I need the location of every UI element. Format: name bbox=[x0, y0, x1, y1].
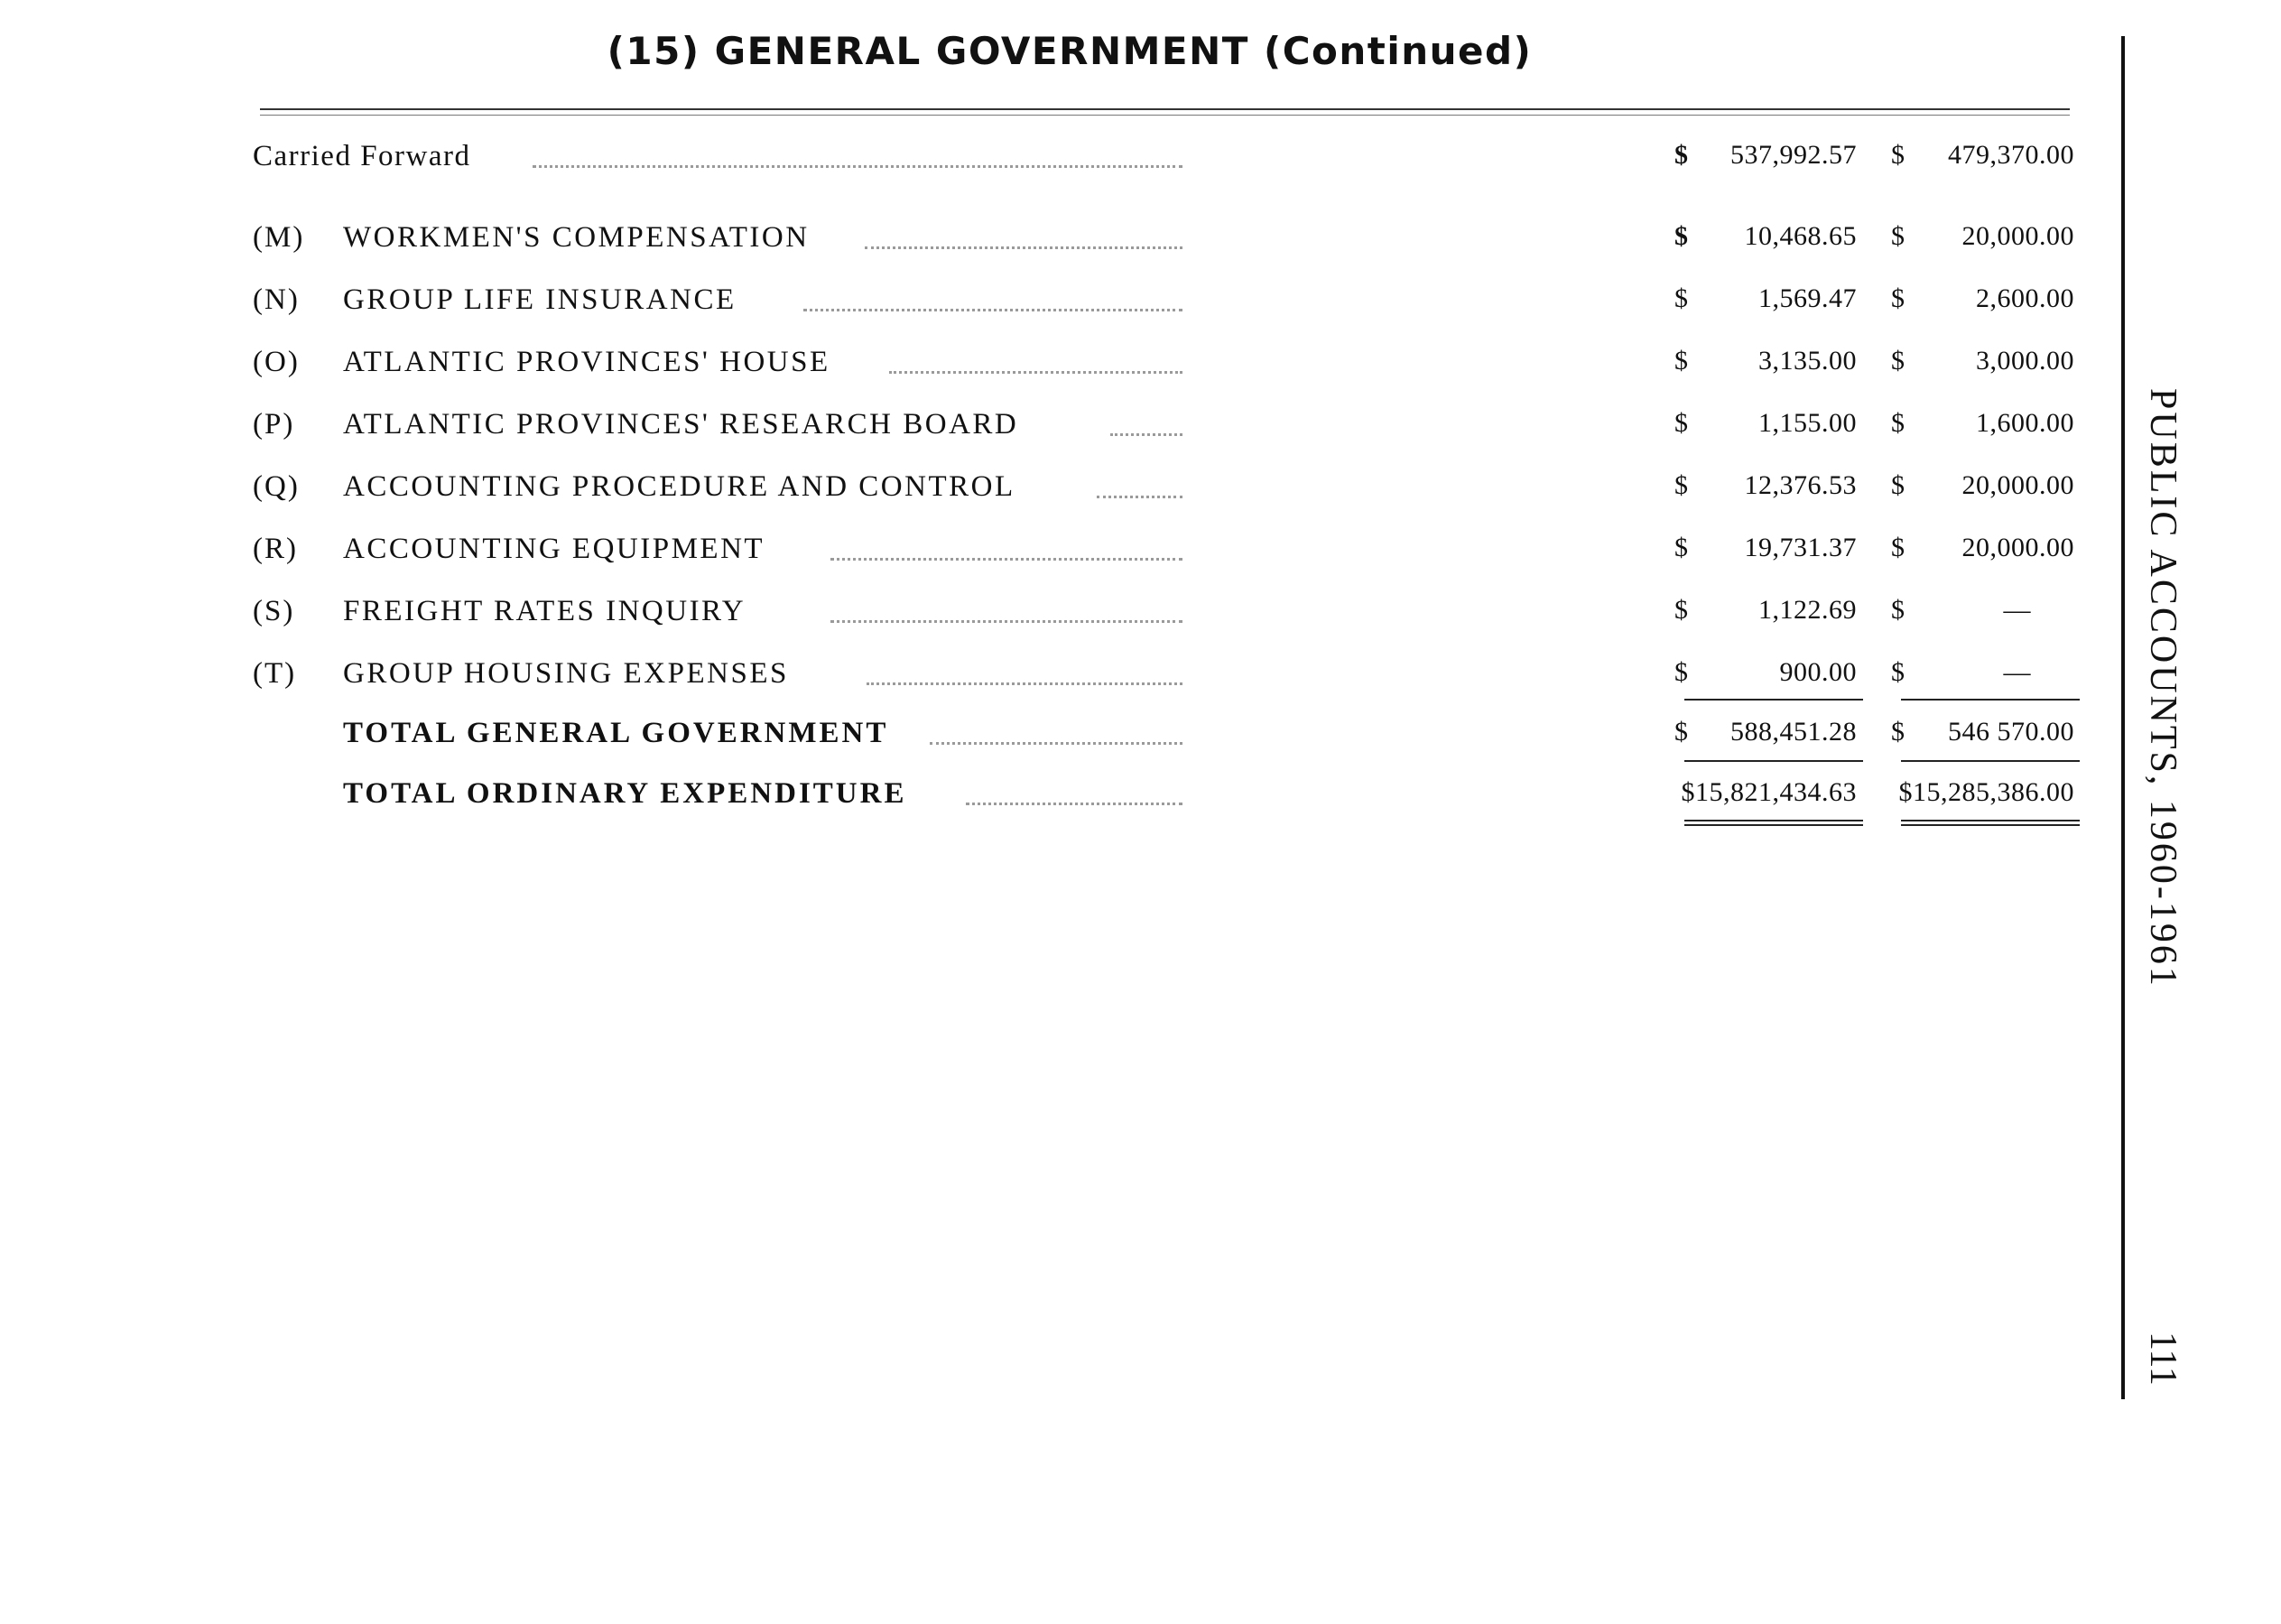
previous-amount: 546 570.00 bbox=[1948, 717, 2074, 747]
row-code: (T) bbox=[253, 657, 297, 690]
row-label: ACCOUNTING EQUIPMENT bbox=[343, 533, 765, 565]
currency-sign: $ bbox=[1891, 595, 1905, 625]
currency-sign: $ bbox=[1674, 408, 1688, 438]
currency-sign: $ bbox=[1674, 140, 1688, 170]
previous-amount: $15,285,386.00 bbox=[1898, 777, 2074, 807]
running-head-title: PUBLIC ACCOUNTS, 1960-1961 bbox=[2142, 388, 2184, 988]
leader-dots bbox=[533, 165, 1182, 168]
leader-dots bbox=[830, 558, 1182, 561]
leader-dots bbox=[1110, 433, 1182, 436]
total-row bbox=[253, 717, 2094, 762]
running-head bbox=[2142, 388, 2201, 1386]
grand-total-rule bbox=[1901, 820, 2080, 821]
row-label: FREIGHT RATES INQUIRY bbox=[343, 595, 746, 627]
subtotal-rule bbox=[1684, 699, 1863, 701]
table-row bbox=[253, 408, 2094, 453]
total-row bbox=[253, 777, 2094, 822]
currency-sign: $ bbox=[1891, 140, 1905, 170]
leader-dots bbox=[865, 246, 1182, 249]
current-amount: 537,992.57 bbox=[1730, 140, 1857, 170]
previous-amount: — bbox=[2003, 657, 2031, 687]
current-amount: 3,135.00 bbox=[1758, 346, 1857, 376]
table-row bbox=[253, 470, 2094, 515]
currency-sign: $ bbox=[1674, 346, 1688, 376]
currency-sign: $ bbox=[1674, 283, 1688, 313]
current-amount: 19,731.37 bbox=[1744, 533, 1857, 562]
row-code: (M) bbox=[253, 221, 305, 254]
grand-total-rule bbox=[1684, 820, 1863, 821]
currency-sign: $ bbox=[1891, 408, 1905, 438]
row-code: (P) bbox=[253, 408, 295, 441]
leader-dots bbox=[830, 620, 1182, 623]
currency-sign: $ bbox=[1891, 657, 1905, 687]
leader-dots bbox=[803, 309, 1182, 311]
leader-dots bbox=[966, 803, 1182, 805]
row-label: GROUP HOUSING EXPENSES bbox=[343, 657, 789, 690]
currency-sign: $ bbox=[1674, 717, 1688, 747]
currency-sign: $ bbox=[1891, 470, 1905, 500]
row-code: (O) bbox=[253, 346, 300, 378]
current-amount: 588,451.28 bbox=[1730, 717, 1857, 747]
current-amount: 10,468.65 bbox=[1744, 221, 1857, 251]
header-rule bbox=[260, 108, 2070, 110]
page-title: (15) GENERAL GOVERNMENT (Continued) bbox=[607, 29, 1533, 73]
row-label: GROUP LIFE INSURANCE bbox=[343, 283, 737, 316]
previous-amount: 1,600.00 bbox=[1976, 408, 2074, 438]
currency-sign: $ bbox=[1891, 221, 1905, 251]
currency-sign: $ bbox=[1674, 470, 1688, 500]
previous-amount: 479,370.00 bbox=[1948, 140, 2074, 170]
carried-forward-row bbox=[253, 140, 2094, 185]
row-code: (R) bbox=[253, 533, 298, 565]
previous-amount: 20,000.00 bbox=[1961, 470, 2074, 500]
row-label: ATLANTIC PROVINCES' RESEARCH BOARD bbox=[343, 408, 1019, 441]
grand-total-rule bbox=[1684, 824, 1863, 826]
previous-amount: 3,000.00 bbox=[1976, 346, 2074, 376]
table-row bbox=[253, 533, 2094, 578]
carried-forward-label: Carried Forward bbox=[253, 140, 471, 172]
currency-sign: $ bbox=[1891, 717, 1905, 747]
currency-sign: $ bbox=[1891, 533, 1905, 562]
table-row bbox=[253, 595, 2094, 640]
leader-dots bbox=[867, 682, 1182, 685]
current-amount: 12,376.53 bbox=[1744, 470, 1857, 500]
previous-amount: — bbox=[2003, 595, 2031, 625]
page-number: 111 bbox=[2142, 1332, 2184, 1386]
leader-dots bbox=[889, 371, 1182, 374]
currency-sign: $ bbox=[1674, 595, 1688, 625]
current-amount: 1,122.69 bbox=[1758, 595, 1857, 625]
row-label: ATLANTIC PROVINCES' HOUSE bbox=[343, 346, 830, 378]
row-code: (Q) bbox=[253, 470, 300, 503]
total-rule bbox=[1684, 760, 1863, 762]
leader-dots bbox=[930, 742, 1182, 745]
subtotal-rule bbox=[1901, 699, 2080, 701]
table-row bbox=[253, 221, 2094, 266]
current-amount: 1,155.00 bbox=[1758, 408, 1857, 438]
row-code: (S) bbox=[253, 595, 295, 627]
currency-sign: $ bbox=[1674, 533, 1688, 562]
previous-amount: 20,000.00 bbox=[1961, 533, 2074, 562]
total-rule bbox=[1901, 760, 2080, 762]
table-row bbox=[253, 346, 2094, 391]
row-label: ACCOUNTING PROCEDURE AND CONTROL bbox=[343, 470, 1015, 503]
currency-sign: $ bbox=[1891, 346, 1905, 376]
total-label: TOTAL GENERAL GOVERNMENT bbox=[343, 717, 889, 749]
total-label: TOTAL ORDINARY EXPENDITURE bbox=[343, 777, 907, 810]
row-label: WORKMEN'S COMPENSATION bbox=[343, 221, 810, 254]
current-amount: 900.00 bbox=[1779, 657, 1857, 687]
table-row bbox=[253, 657, 2094, 702]
leader-dots bbox=[1097, 496, 1182, 498]
currency-sign: $ bbox=[1674, 221, 1688, 251]
current-amount: 1,569.47 bbox=[1758, 283, 1857, 313]
grand-total-rule bbox=[1901, 824, 2080, 826]
previous-amount: 2,600.00 bbox=[1976, 283, 2074, 313]
margin-rule bbox=[2121, 36, 2125, 1399]
header-rule-secondary bbox=[260, 115, 2070, 116]
previous-amount: 20,000.00 bbox=[1961, 221, 2074, 251]
currency-sign: $ bbox=[1891, 283, 1905, 313]
table-row bbox=[253, 283, 2094, 329]
current-amount: $15,821,434.63 bbox=[1681, 777, 1857, 807]
row-code: (N) bbox=[253, 283, 300, 316]
currency-sign: $ bbox=[1674, 657, 1688, 687]
